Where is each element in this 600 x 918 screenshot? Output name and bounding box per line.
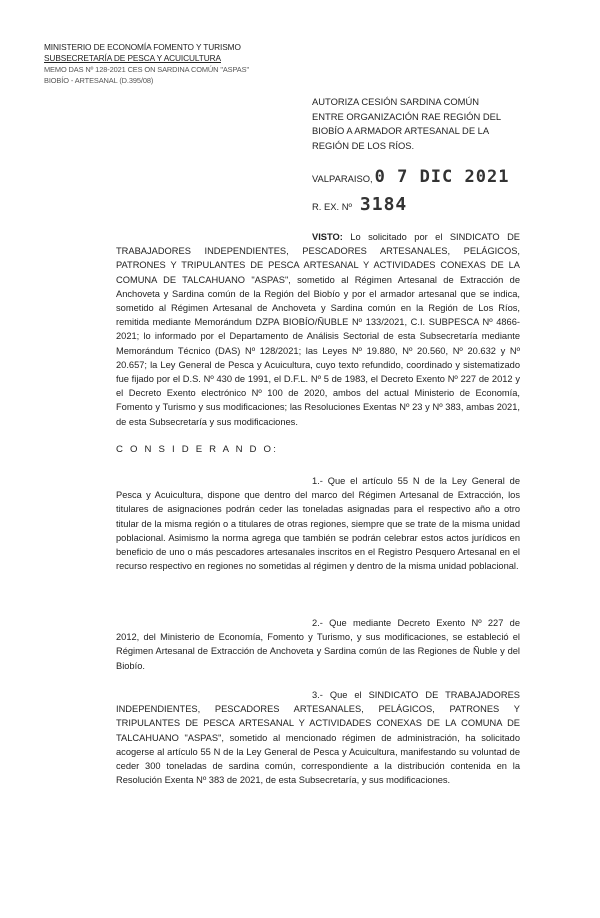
considerando-heading: C O N S I D E R A N D O: — [116, 444, 279, 455]
considerando-1: 1.- Que el artículo 55 N de la Ley General de Pesca y Acuicultura, dispone que dentro del marco del Régimen Artesanal de Extracción, los titulares de asignaciones podrán ceder las toneladas asignadas para el respectivo año a otro titular de la misma región o a titulares de otras regiones, siempre que se trate de la misma unidad poblacional. Asimismo la norma agrega que también se podrán celebrar estos actos jurídicos en beneficio de uno o más pescadores artesanales inscritos en el Registro Pesquero Artesanal en el recurso respectivo en regiones no sometidas al régimen y dentro de la misma unidad poblacional. — [116, 476, 520, 572]
memo-reference: MEMO DAS Nº 128-2021 CES ON SARDINA COMÚN "ASPAS" — [44, 65, 249, 74]
letterhead — [44, 42, 249, 86]
resolution-number: 3184 — [359, 194, 408, 215]
visto-lead: VISTO: — [312, 232, 343, 242]
date-place: VALPARAISO, — [312, 173, 373, 184]
date-line — [312, 167, 509, 187]
considerando-2: 2.- Que mediante Decreto Exento Nº 227 de 2012, del Ministerio de Economía, Fomento y Turismo, y sus modificaciones, se estableció el Régimen Artesanal de Extracción de Anchoveta y Sardina común de las Regiones de Ñuble y del Biobío. — [116, 618, 520, 671]
visto-paragraph — [116, 230, 520, 429]
resolution-label: R. EX. Nº — [312, 201, 352, 212]
considerando-3: 3.- Que el SINDICATO DE TRABAJADORES INDEPENDIENTES, PESCADORES ARTESANALES, PELÁGICOS, PATRONES Y TRIPULANTES DE PESCA ARTESANAL Y ACTIVIDADES CONEXAS DE LA COMUNA DE TALCAHUANO "ASPAS", sometido al mencionado régimen de administración, ha solicitado acogerse al artículo 55 N de la Ley General de Pesca y Acuicultura, manifestando su voluntad de ceder 300 toneladas de sardina común, correspondiente a la distribución contenida en la Resolución Exenta Nº 383 de 2021, de esta Subsecretaría, y sus modificaciones. — [116, 690, 520, 786]
date-stamp: 0 7 DIC 2021 — [374, 167, 510, 187]
resolution-number-line — [312, 194, 407, 215]
subsecretaria-name: SUBSECRETARÍA DE PESCA Y ACUICULTURA — [44, 53, 221, 63]
resolution-title: AUTORIZA CESIÓN SARDINA COMÚN ENTRE ORGANIZACIÓN RAE REGIÓN DEL BIOBÍO A ARMADOR ARTESANAL DE LA REGIÓN DE LOS RÍOS. — [312, 96, 501, 151]
ministry-name: MINISTERIO DE ECONOMÍA FOMENTO Y TURISMO — [44, 42, 241, 52]
regime-reference: BIOBÍO - ARTESANAL (D.395/08) — [44, 76, 154, 85]
visto-text: Lo solicitado por el SINDICATO DE TRABAJADORES INDEPENDIENTES, PESCADORES ARTESANALES, PELÁGICOS, PATRONES Y TRIPULANTES DE PESCA ARTESANAL Y ACTIVIDADES CONEXAS DE LA COMUNA DE TALCAHUANO "ASPAS", sometido al Régimen Artesanal de Extracción de Anchoveta y Sardina común de la Región del Biobío y por el armador artesanal que se indica, sometido al Régimen Artesanal de Anchoveta y Sardina común en la Región de Los Ríos, remitida mediante Memorándum DZPA BIOBÍO/ÑUBLE Nº 133/2021, C.I. SUBPESCA Nº 4866-2021; lo informado por el Departamento de Análisis Sectorial de esta Subsecretaría mediante Memorándum Técnico (DAS) Nº 128/2021; las Leyes Nº 19.880, Nº 20.560, Nº 20.632 y Nº 20.657; la Ley General de Pesca y Acuicultura, cuyo texto refundido, coordinado y sistematizado fue fijado por el D.S. Nº 430 de 1991, el D.F.L. Nº 5 de 1983, el Decreto Exento Nº 227 de 2012 y el Decreto Exento electrónico Nº 100 de 2020, ambos del actual Ministerio de Economía, Fomento y Turismo y sus modificaciones; las Resoluciones Exentas Nº 23 y Nº 383, ambas 2021, de esta Subsecretaría y sus modificaciones. — [116, 232, 520, 427]
